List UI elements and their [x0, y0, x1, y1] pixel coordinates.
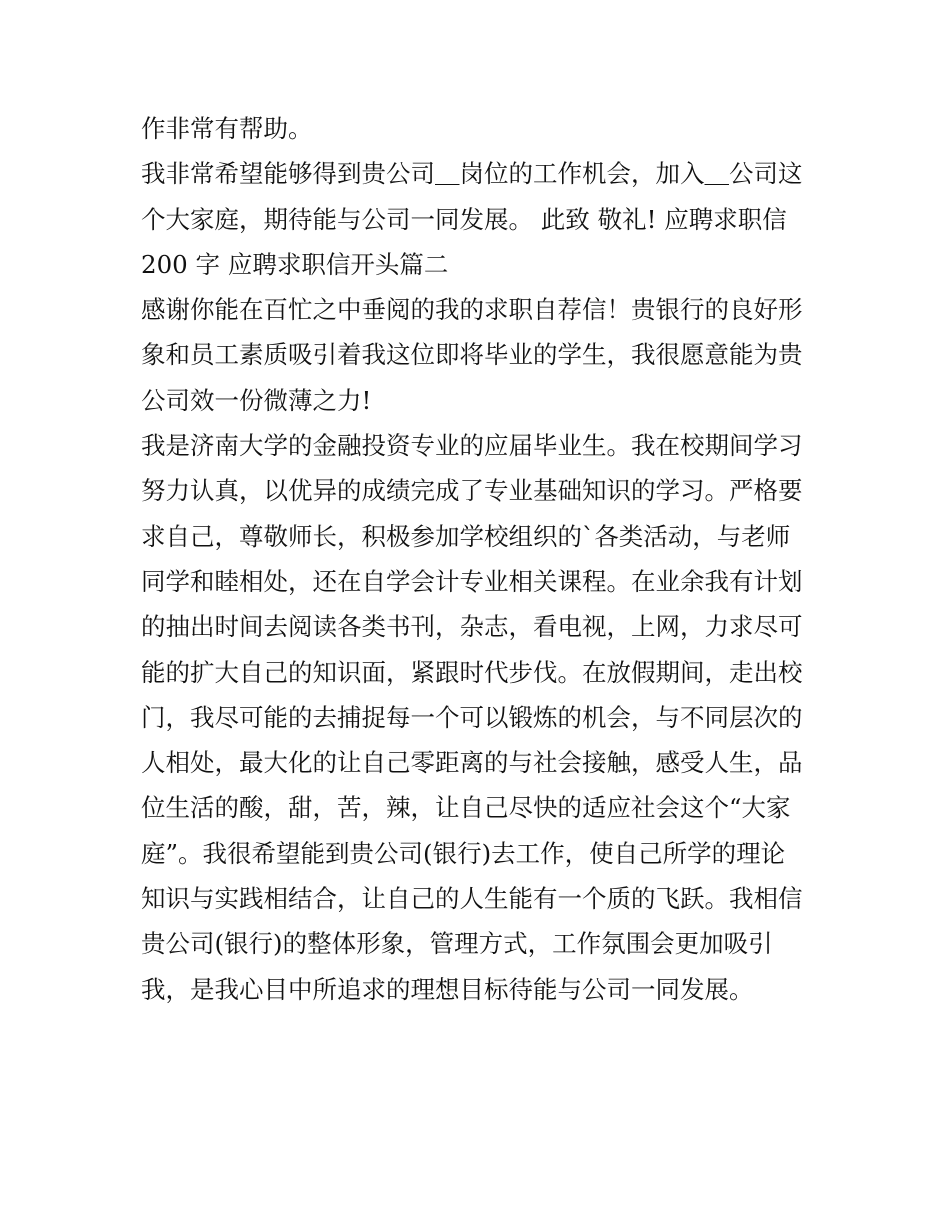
- text-line: 努力认真，以优异的成绩完成了专业基础知识的学习。严格要: [141, 476, 803, 506]
- text-line: 我，是我心目中所追求的理想目标待能与公司一同发展。: [141, 974, 754, 1004]
- text-line: 庭”。我很希望能到贵公司(银行)去工作，使自己所学的理论: [141, 838, 786, 868]
- text-line: 公司效一份微薄之力!: [141, 385, 372, 415]
- text-line: 我是济南大学的金融投资专业的应届毕业生。我在校期间学习: [141, 431, 803, 461]
- text-line: 求自己，尊敬师长，积极参加学校组织的`各类活动，与老师: [141, 521, 791, 551]
- text-line: 贵公司(银行)的整体形象，管理方式，工作氛围会更加吸引: [141, 929, 773, 959]
- text-line: 个大家庭，期待能与公司一同发展。 此致 敬礼! 应聘求职信: [141, 204, 787, 234]
- text-line: 能的扩大自己的知识面，紧跟时代步伐。在放假期间，走出校: [141, 657, 803, 687]
- text-line: 感谢你能在百忙之中垂阅的我的求职自荐信！贵银行的良好形: [141, 295, 803, 325]
- text-line: 象和员工素质吸引着我这位即将毕业的学生，我很愿意能为贵: [141, 340, 803, 370]
- text-line: 我非常希望能够得到贵公司＿岗位的工作机会，加入＿公司这: [141, 159, 803, 189]
- document-body: [141, 106, 841, 1012]
- text-line: 的抽出时间去阅读各类书刊，杂志，看电视，上网，力求尽可: [141, 612, 803, 642]
- section-heading: 200 字 应聘求职信开头篇二: [141, 249, 449, 279]
- text-line: 同学和睦相处，还在自学会计专业相关课程。在业余我有计划: [141, 566, 803, 596]
- text-line: 位生活的酸，甜，苦，辣，让自己尽快的适应社会这个“大家: [141, 793, 791, 823]
- text-line: 人相处，最大化的让自己零距离的与社会接触，感受人生，品: [141, 748, 803, 778]
- text-line: 知识与实践相结合，让自己的人生能有一个质的飞跃。我相信: [141, 884, 803, 914]
- text-line: 门，我尽可能的去捕捉每一个可以锻炼的机会，与不同层次的: [141, 702, 803, 732]
- text-line: 作非常有帮助。: [141, 114, 313, 143]
